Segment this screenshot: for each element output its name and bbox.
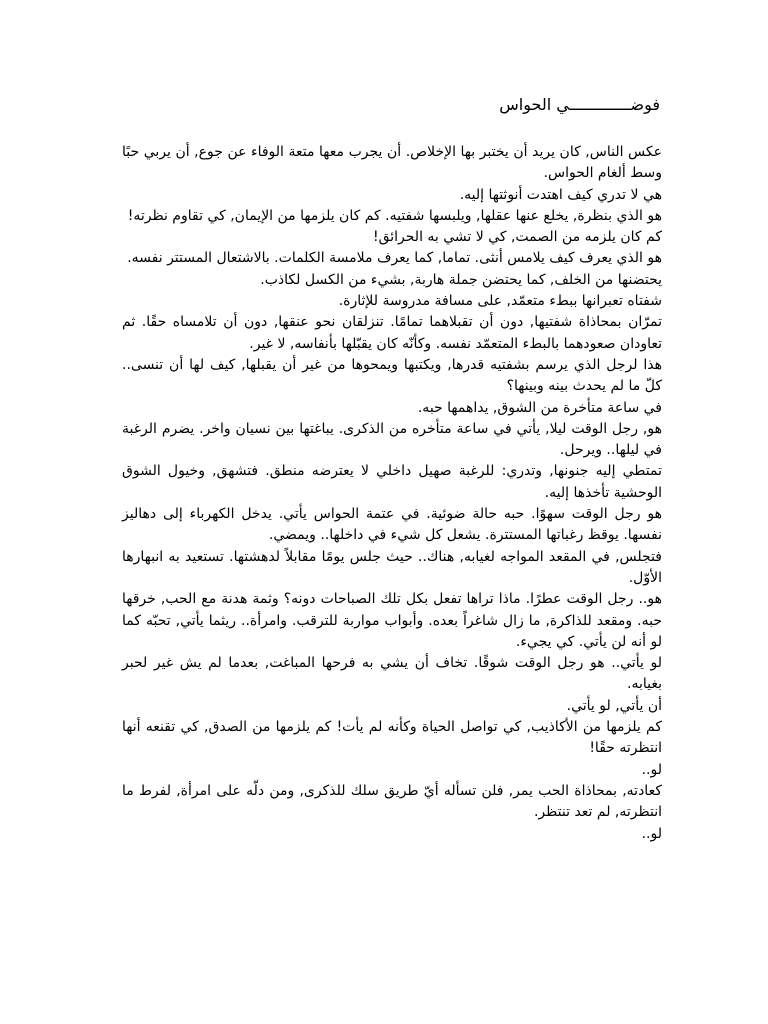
paragraph: هو, رجل الوقت ليلا, يأتي في ساعة متأخره من الذكرى. يباغتها بين نسيان واخر. يضرم الرغبة في ليلها.. ويرحل. (122, 420, 662, 459)
document-title: فوضـــــــــــــي الحواس (499, 95, 660, 114)
paragraph: هذا لرجل الذي يرسم بشفتيه قدرها, ويكتبها ويمحوها من غير أن يقبلها, كيف لها أن تنسى.. كلّ ما لم يحدث بينه وبينها؟ (122, 356, 662, 395)
paragraph: فتجلس, في المقعد المواجه لغيابه, هناك.. حيث جلس يومًا مقابلاً لدهشتها. تستعيد به انبهارها الأوّل. (122, 548, 662, 586)
paragraph: يحتضنها من الخلف, كما يحتضن جملة هاربة, بشيء من الكسل لكاذب. (260, 271, 662, 288)
paragraph: في ساعة متأخرة من الشوق, يداهمها حبه. (417, 399, 662, 416)
paragraph: كم كان يلزمه من الصمت, كي لا تشي به الحرائق! (372, 229, 662, 246)
paragraph: لو.. (641, 761, 662, 778)
paragraph: أن يأتي, لو يأتي. (566, 697, 662, 714)
paragraph: هي لا تدري كيف اهتدت أنوثتها إليه. (459, 186, 662, 203)
paragraph: هو رجل الوقت سهوًا. حبه حالة ضوئية. في عتمة الحواس يأتي. يدخل الكهرباء إلى دهاليز نفسها. يوقظ رغباتها المستترة. يشعل كل شيء في داخلها.. ويمضي. (122, 506, 662, 544)
paragraph: لو.. (641, 825, 662, 842)
paragraph: هو الذي يعرف كيف يلامس أنثى. تماما, كما يعرف ملامسة الكلمات. بالاشتعال المستتر نفسه. (127, 250, 662, 267)
paragraph: كم يلزمها من الأكاذيب, كي تواصل الحياة وكأنه لم يأت! كم يلزمها من الصدق, كي تقنعه أنها انتظرته حقًا! (122, 719, 662, 757)
paragraph: شفتاه تعبرانها ببطء متعمّد, على مسافة مدروسة للإثارة. (338, 293, 662, 310)
paragraph: تمرّان بمحاذاة شفتيها, دون أن تقبلاهما تمامًا. تنزلقان نحو عنقها, دون أن تلامساه حقًا. ثم تعاودان صعودهما بالبطء المتعمّد نفسه. وكأنّه كان يقبّلها بأنفاسه, لا غير. (122, 314, 662, 352)
paragraph: هو الذي بنظرة, يخلع عنها عقلها, ويلبسها شفتيه. كم كان يلزمها من الإيمان, كي تقاوم نظرته! (127, 207, 662, 224)
paragraph: لو يأتي.. هو رجل الوقت شوقًا. تخاف أن يشي به فرحها المباغت, بعدما لم يش غير لحبر بغيابه. (122, 655, 662, 693)
paragraph: تمتطي إليه جنونها, وتدري: للرغبة صهيل داخلي لا يعترضه منطق. فتشهق, وخيول الشوق الوحشية تأخذها إليه. (122, 463, 662, 501)
document-body (122, 142, 662, 845)
paragraph: عكس الناس, كان يريد أن يختبر بها الإخلاص. أن يجرب معها متعة الوفاء عن جوع, أن يربي حبًا وسط ألغام الحواس. (122, 144, 662, 182)
paragraph: هو.. رجل الوقت عطرًا. ماذا تراها تفعل بكل تلك الصباحات دونه؟ وثمة هدنة مع الحب, خرقها حبه. ومقعد للذاكرة, ما زال شاغراً بعده. وأبواب مواربة للترقب. وامرأة.. ريثما يأتي, تحبّه كما لو أنه لن يأتي. كي يجيء. (122, 591, 662, 650)
paragraph: كعادته, بمحاذاة الحب يمر, فلن تسأله أيّ طريق سلك للذكرى, ومن دلّه على امرأة, لفرط ما انتظرته, لم تعد تنتظر. (122, 782, 662, 821)
